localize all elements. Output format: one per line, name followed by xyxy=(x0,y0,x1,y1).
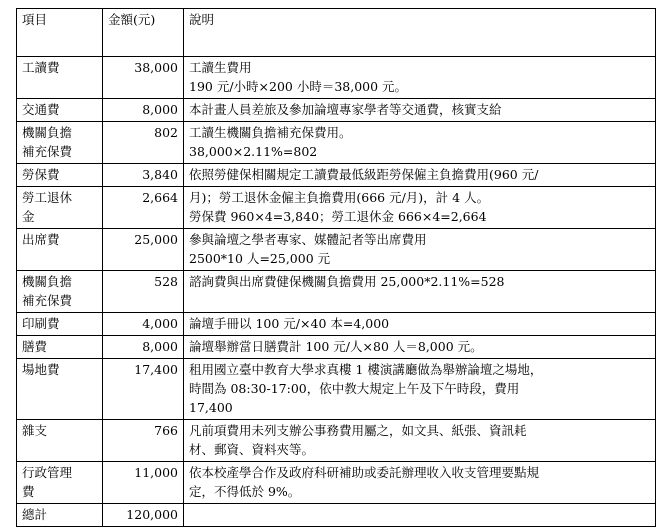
table-row xyxy=(17,271,656,313)
header-item: 項目 xyxy=(17,9,103,57)
table-row xyxy=(17,122,656,164)
description-line: 凡前項費用未列支辦公事務費用屬之，如文具、紙張、資訊耗 xyxy=(189,423,527,438)
row-item-name xyxy=(17,164,103,187)
table-row xyxy=(17,359,656,420)
row-description xyxy=(184,229,656,271)
row-amount: 802 xyxy=(103,122,184,164)
description-line: 定，不得低於 9%。 xyxy=(189,484,301,499)
total-label: 總計 xyxy=(17,504,103,527)
row-item-name xyxy=(17,313,103,336)
item-name-line: 工讀費 xyxy=(22,60,60,75)
table-row xyxy=(17,420,656,462)
row-item-name xyxy=(17,122,103,164)
row-amount: 766 xyxy=(103,420,184,462)
budget-rows xyxy=(17,57,656,504)
row-item-name xyxy=(17,57,103,99)
row-amount: 3,840 xyxy=(103,164,184,187)
row-description xyxy=(184,57,656,99)
row-item-name xyxy=(17,271,103,313)
budget-table xyxy=(16,8,656,527)
description-line: 材、郵資、資料夾等。 xyxy=(189,442,315,457)
item-name-line: 出席費 xyxy=(22,232,60,247)
table-row xyxy=(17,57,656,99)
row-description xyxy=(184,122,656,164)
row-amount: 11,000 xyxy=(103,462,184,504)
row-description xyxy=(184,187,656,229)
row-description xyxy=(184,271,656,313)
row-item-name xyxy=(17,462,103,504)
total-amount: 120,000 xyxy=(103,504,184,527)
description-line: 依本校產學合作及政府科研補助或委託辦理收入收支管理要點規 xyxy=(189,465,540,480)
description-line: 17,400 xyxy=(189,400,233,415)
item-name-line: 行政管理 xyxy=(22,465,73,480)
description-line: 2500*10 人=25,000 元 xyxy=(189,251,331,266)
item-name-line: 機關負擔 xyxy=(22,274,73,289)
total-description xyxy=(184,504,656,527)
description-line: 工讀生費用 xyxy=(189,60,252,75)
description-line: 工讀生機關負擔補充保費用。 xyxy=(189,125,352,140)
row-item-name xyxy=(17,187,103,229)
row-amount: 8,000 xyxy=(103,99,184,122)
description-line: 參與論壇之學者專家、媒體記者等出席費用 xyxy=(189,232,427,247)
table-row xyxy=(17,99,656,122)
description-line: 論壇舉辦當日膳費計 100 元/人×80 人＝8,000 元。 xyxy=(189,339,483,354)
item-name-line: 機關負擔 xyxy=(22,125,73,140)
header-description: 說明 xyxy=(184,9,656,57)
row-description xyxy=(184,99,656,122)
row-description xyxy=(184,420,656,462)
description-line: 月)；勞工退休金僱主負擔費用(666 元/月)，計 4 人。 xyxy=(189,190,490,205)
row-description xyxy=(184,462,656,504)
row-amount: 2,664 xyxy=(103,187,184,229)
row-item-name xyxy=(17,359,103,420)
row-item-name xyxy=(17,229,103,271)
description-line: 190 元/小時×200 小時＝38,000 元。 xyxy=(189,79,408,94)
description-line: 論壇手冊以 100 元/×40 本=4,000 xyxy=(189,316,390,331)
row-item-name xyxy=(17,336,103,359)
table-header-row xyxy=(17,9,656,57)
item-name-line: 交通費 xyxy=(22,102,60,117)
item-name-line: 膳費 xyxy=(22,339,48,354)
table-row xyxy=(17,462,656,504)
row-description xyxy=(184,164,656,187)
row-description xyxy=(184,313,656,336)
total-row xyxy=(17,504,656,527)
table-row xyxy=(17,336,656,359)
row-description xyxy=(184,336,656,359)
item-name-line: 勞保費 xyxy=(22,167,60,182)
table-row xyxy=(17,187,656,229)
table-row xyxy=(17,313,656,336)
description-line: 依照勞健保相關規定工讀費最低級距勞保僱主負擔費用(960 元/ xyxy=(189,167,539,182)
item-name-line: 補充保費 xyxy=(22,293,73,308)
item-name-line: 金 xyxy=(22,209,35,224)
description-line: 勞保費 960×4=3,840；勞工退休金 666×4=2,664 xyxy=(189,209,487,224)
row-amount: 17,400 xyxy=(103,359,184,420)
row-item-name xyxy=(17,420,103,462)
description-line: 租用國立臺中教育大學求真樓 1 樓演講廳做為舉辦論壇之場地， xyxy=(189,362,543,377)
item-name-line: 費 xyxy=(22,484,35,499)
description-line: 38,000×2.11%=802 xyxy=(189,144,318,159)
row-amount: 4,000 xyxy=(103,313,184,336)
row-amount: 528 xyxy=(103,271,184,313)
table-row xyxy=(17,229,656,271)
row-amount: 25,000 xyxy=(103,229,184,271)
item-name-line: 補充保費 xyxy=(22,144,73,159)
row-amount: 38,000 xyxy=(103,57,184,99)
table-row xyxy=(17,164,656,187)
header-amount: 金額(元) xyxy=(103,9,184,57)
item-name-line: 雜支 xyxy=(22,423,48,438)
item-name-line: 勞工退休 xyxy=(22,190,73,205)
item-name-line: 場地費 xyxy=(22,362,60,377)
description-line: 本計畫人員差旅及參加論壇專家學者等交通費，核實支給 xyxy=(189,102,502,117)
description-line: 諮詢費與出席費健保機關負擔費用 25,000*2.11%=528 xyxy=(189,274,505,289)
row-item-name xyxy=(17,99,103,122)
item-name-line: 印刷費 xyxy=(22,316,60,331)
row-amount: 8,000 xyxy=(103,336,184,359)
row-description xyxy=(184,359,656,420)
description-line: 時間為 08:30-17:00，依中教大規定上午及下午時段，費用 xyxy=(189,381,520,396)
